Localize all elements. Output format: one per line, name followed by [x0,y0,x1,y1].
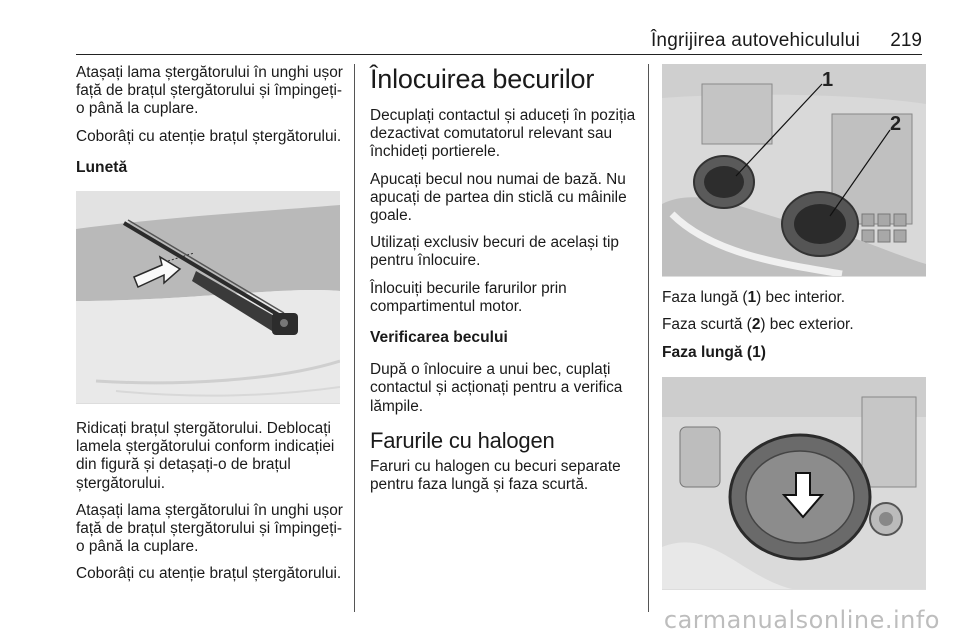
paragraph: Utilizați exclusiv becuri de același tip pentru înlocuire. [370,234,619,270]
column-divider-2 [648,64,649,612]
paragraph: După o înlocuire a unui bec, cuplați contactul și acționați pentru a verifica lămpile. [370,361,623,415]
paragraph: Apucați becul nou numai de bază. Nu apucați de partea din sticlă cu mâinile goale. [370,170,627,225]
column-divider-1 [354,64,355,612]
rear-wiper-illustration [76,191,340,404]
watermark: carmanualsonline.info [663,606,940,634]
page-number: 219 [890,30,922,51]
paragraph: Coborâți cu atenție brațul ștergătorului. [76,127,342,145]
section-heading-faza-lunga: Faza lungă (1) [662,344,766,362]
high-beam-cover-illustration [662,377,926,590]
column-right [662,64,926,590]
column-middle [370,64,636,503]
figure-label-2: 2 [890,113,902,135]
paragraph: Decuplați contactul și aduceți în poziția dezactivat comutatorul relevant sau închideți portierele. [370,107,636,161]
paragraph: Atașați lama ștergătorului în unghi ușor față de brațul ștergătorului și împingeți-o până la cuplare. [76,501,343,556]
paragraph: Ridicați brațul ștergătorului. Deblocați lamela ștergătorului conform indicației din figură și detașați-o de brațul ștergătorului. [76,420,335,492]
caption-low-beam: Faza scurtă (2) bec exterior. [662,316,854,334]
section-heading-inlocuirea-becurilor: Înlocuirea becurilor [370,64,595,94]
section-heading-luneta: Lunetă [76,158,128,176]
header-rule [76,54,922,55]
paragraph: Faruri cu halogen cu becuri separate pentru faza lungă și faza scurtă. [370,457,621,494]
caption-high-beam: Faza lungă (1) bec interior. [662,289,846,306]
paragraph: Coborâți cu atenție brațul ștergătorului. [76,565,342,583]
headlamp-bulbs-illustration [662,64,926,277]
figure-label-1: 1 [822,69,834,91]
subsection-heading-verificarea-becului: Verificarea becului [370,329,508,347]
column-left [76,64,344,593]
paragraph: Înlocuiți becurile farurilor prin compartimentul motor. [370,279,567,315]
header-title: Îngrijirea autovehiculului [650,30,860,51]
paragraph: Atașați lama ștergătorului în unghi ușor față de brațul ștergătorului și împingeți-o până la cuplare. [76,64,343,118]
section-heading-farurile-cu-halogen: Farurile cu halogen [370,427,555,453]
